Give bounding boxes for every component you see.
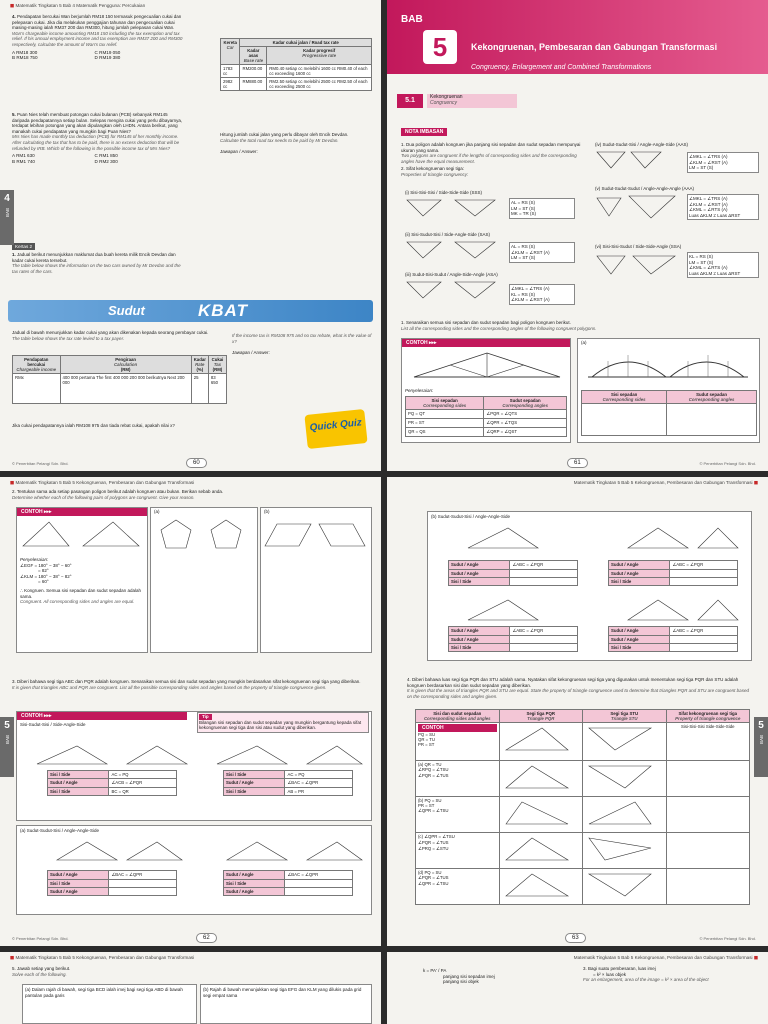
section-number: 5.1 [397,94,423,108]
question-5: 5. Puan Nies telah membuat potongan cukai bulanan (PCB) sebanyak RM145 daripada pendapatannya setiap bulan. Selepas mengira cukai yang perlu dibayarnya, terdapat lebihan potongan yang akan dipulangkan oleh LHDN. Antara berikut, yang manakah cukai pendapatan yang mungkin bagi Puan Nies? Mrs Nies has made monthly tax deduction (PCB) for RM145 of her monthly income. After calculating the tax that has to be paid, there is an excess deduction that will be refunded by IRB. Which of the following is the possible income tax of Mrs Nies? A RM1 630 C RM1 850 B RM1 740 D RM2 300 [12,112,183,164]
area-note: 3. Bagi suatu pembesaran, luas imej = k² × luas objek For an enlargement, area of the image = k² × area of the object [583,966,709,983]
footer: © Penerbitan Pelangi Sdn. Bhd. [12,461,69,466]
question-2: 2. Tentukan sama ada setiap pasangan poligon berikut adalah kongruen atau bukan. Berikan sebab anda. Determine whether each of the following pairs of polygons are congruent. Give your reason. [12,489,224,500]
triangle-pqr-d-figure [502,870,572,900]
contoh-label: CONTOH ▸▸▸ [17,508,147,516]
question-3: 3. Diberi bahawa segi tiga ABC dan PQR adalah kongruen. Senaraikan semua sisi dan sudut sepadan yang mungkin berdasarkan sifat kekongruenan segi tiga yang diberikan. It is given that triangles ABC and PQR are congruent. List all the possible corresponding sides and angles based on the property of triangle congruence given. [12,679,361,690]
page-number: 61 [567,458,588,468]
page-62 [0,477,381,946]
asa-table-right: Sudut / Angle ∠BAC = ∠QPR Sisi / Side Sudut / Angle [223,870,353,896]
sss-equations: AL = RS (S) LM = ST (S) MK = TR (S) [509,198,575,219]
footer: © Penerbitan Pelangi Sdn. Bhd. [12,936,69,941]
contoh-triangles-figure [19,518,147,550]
aas-equations: ∠MKL = ∠TRS (A) ∠KLM = ∠RST (A) LM = ST (S) [687,152,759,173]
parallelograms-figure [261,516,369,556]
contoh-label: CONTOH [418,724,497,732]
triangle-pqr-a-figure [502,762,572,792]
question-4: 4. Diberi bahawa luas segi tiga PQR dan STU adalah sama. Nyatakan sifat kekongruenan segi tiga yang digunakan untuk menentukan segi tiga PQR dan STU adalah kongruen berdasarkan sisi dan sudut sepadan yang diberikan. It is given that the areas of triangles PQR and STU are equal. State the property of triangle congruence used to determine that triangles PQR and STU are congruent based on the corresponding sides and angles given. [407,677,749,699]
triangle-stu-b-figure [585,798,655,828]
page-header: ◼ Matematik Tingkatan 5 Bab 4 Matematik Pengguna: Percukaian [10,3,146,9]
quick-quiz-badge[interactable]: Quick Quiz [304,409,367,449]
kbat-ask: Jika cukai pendapatannya ialah RM108 975 dan tiada rebat cukai, apakah nilai x? [12,423,175,428]
aaa-triangles-figure [595,192,680,220]
sas-triangles-figure [17,742,367,768]
asa-triangles-figure [405,278,515,300]
tip-box: Tip Bilangan sisi sepadan dan sudut sepadan yang mungkin bergantung kepada sifat kekongruenan segi tiga dan sisi atau sudut yang diberikan. [197,712,369,733]
kbat-banner [8,300,373,322]
aas-table-top-right: Sudut / Angle ∠ABC = ∠PQR Sudut / Angle Sisi / Side [608,560,738,586]
page-header: Matematik Tingkatan 5 Bab 5 Kekongruenan, Pembesaran dan Gabungan Transformasi ◼ [573,480,758,486]
page-number: 60 [186,458,207,468]
sas-table-right: Sisi / Side AC = PQ Sudut / Angle ∠BAC = ∠QPR Sisi / Side AB = PR [223,770,353,796]
pentagons-figure [151,516,251,556]
prop-ssa: (vi) Sisi-Sisi-Sudut / Side-Side-Angle (SSA) [595,244,760,279]
page-header: ◼ Matematik Tingkatan 5 Bab 5 Kekongruenan, Pembesaran dan Gabungan Transformasi [10,955,195,961]
kertas-badge: Kertas 2 [12,243,35,250]
aas-triangles-figure [595,148,665,170]
question-2b-box: (b) [260,507,372,653]
asa-equations: ∠MKL = ∠TRS (A) KL = RS (S) ∠KLM = ∠RST (A) [509,284,575,305]
kbat-sudut-label: Sudut [108,303,145,318]
truss-figure [412,349,562,381]
aas-triangles-mid-figure [428,594,748,624]
question-5a: (a) Dalam rajah di bawah, segi tiga BCD ialah imej bagi segi tiga ABD di bawah pantulan pada garis [22,984,197,1024]
prop-aaa: (v) Sudut-Sudut-Sudut / Angle-Angle-Angle (AAA) [595,186,760,221]
page-65 [387,952,768,1024]
question-1a-box: (a) Sisi sepadan Corresponding sides Sudut sepadan Corresponding angles [577,338,760,443]
triangle-stu-c-figure [585,834,655,864]
nota-imbasan-label: NOTA IMBASAN [401,128,447,136]
prop-sas: (ii) Sisi-Sudut-Sisi / Side-Angle-Side (SAS) [405,232,575,261]
ssa-triangles-figure [595,250,680,278]
question-2a-box: (a) [150,507,258,653]
question-4: 4. Pendapatan bercukai Wan berjumlah RM18 150 termasuk pengecualian cukai dan pelepasan cukai. Jika dia melakukan penggajian tahunan dan pengecualian cukai masing-masing ialah RM37 200 dan RM300, hitung jumlah pelepasan cukai Wan. Wan's chargeable income amounting RM18 150 including the tax exemption and tax relief. If his annual employment income and tax exemption are RM37 200 and RM300 respectively, calculate the amount of Wan's tax relief. A RM18 300 C RM19 050 B RM18 750 D RM19 380 [12,14,183,61]
kbat-ask-en: If the income tax is RM108 975 and no tax rebate, what is the value of x? Jawapan / Answer: [232,333,372,356]
congruence-property-table: Sisi dan sudut sepadan Corresponding sides and angles Segi tiga PQR Triangle PQR Segi tiga STU Triangle STU Sifat kekongruenan segi tiga Property of triangle congruence CONTOH PQ = SU QR = TU PR = ST Sisi-Sisi-Sisi Side-Side-Side (a) QR = TU ∠RPQ = ∠TSU ∠PQR = ∠TUS (b) PQ = SU PR = ST ∠QPR = ∠TSU (c) ∠QPR = ∠TSU ∠PQR = ∠TUS ∠PRQ = ∠STU (d) PQ = SU ∠PQR = ∠TUS ∠QPR = ∠TSU [415,709,750,905]
road-tax-table: Kereta Car Kadar cukai jalan / Road tax rate Kadar asas Base rate Kadar progresif Progressive rate 1783 cc RM200.00 RM0.40 setiap cc melebihi 1600 cc RM0.40 of each cc exceeding 1600 cc 2982 cc RM880.00 RM2.50 setiap cc melebihi 2500 cc RM2.50 of each cc exceeding 2500 cc [220,38,372,91]
note-1: 1. Dua poligon adalah kongruen jika panjang sisi sepadan dan sudut sepadan mempunyai ukuran yang sama. Two polygons are congruent if the lengths of corresponding sides and the corresponding angles have the equal measurement. 2. Sifat kekongruenan segi tiga: Properties of triangle congruency: [401,142,581,177]
scale-factor-formula: k = PA' / PA panjang sisi sepadan imej panjang sisi objek [423,968,495,985]
contoh-table: Sisi sepadan Corresponding sides Sudut sepadan Corresponding angles PQ = QT ∠PQR = ∠QTS PR = ST ∠QPR = ∠TQS QR = QS ∠QRP = ∠QST [405,396,567,437]
chapter-tab: 5 BAB [754,717,768,777]
footer: © Penerbitan Pelangi Sdn. Bhd. [699,461,756,466]
asa-table-left: Sudut / Angle ∠BAC = ∠QPR Sisi / Side Sudut / Angle [47,870,177,896]
kbat-tax-table: Pendapatan bercukai Chargeable income Pengiraan Calculation (RM) Kadar Rate (%) Cukai Tax (RM) RMx 400 000 pertama The first 400 000 200 000 berikutnya Next 200 000 25 83 650 [12,355,227,404]
question-1: 1. Jadual berikut menunjukkan maklumat dua buah kereta milik Encik Devdan dan kadar cukai kereta tersebut. The table below shows the information on the two cars owned by Mr Devdan and the tax rates of the cars. [12,252,181,274]
kbat-question: Jadual di bawah menunjukkan kadar cukai yang akan dikenakan kepada seorang pembayar cukai. The table below shows the tax rate levied to a tax payer. [12,330,209,341]
bridge-figure [588,347,748,381]
section-title: Kekongruenan Congruency [427,94,517,108]
chapter-number: 5 [423,30,457,64]
prop-sss: (i) Sisi-Sisi-Sisi / Side-Side-Side (SSS) [405,190,575,219]
page-64 [0,952,381,1024]
ssa-equations: KL = RS (S) LM = ST (S) ∠KML = ∠RTS (A) Luas ΔKLM ≠ Luas ΔRST [687,252,759,278]
footer: © Penerbitan Pelangi Sdn. Bhd. [699,936,756,941]
contoh-sas-box: CONTOH ▸▸▸ Sisi-Sudut-Sisi / Side-Angle-Side Tip Bilangan sisi sepadan dan sudut sepadan yang mungkin bergantung kepada sifat kekongruenan segi tiga dan sisi atau sudut yang diberikan. Sisi / Side AC = PQ Sudut / Angle ∠ACB = ∠PQR Sisi / Side BC = QR Sisi / Side AC = PQ Sudut / Angle ∠BAC = ∠QPR Sisi / Side AB = PR [16,711,372,821]
page-header: ◼ Matematik Tingkatan 5 Bab 5 Kekongruenan, Pembesaran dan Gabungan Transformasi [10,480,195,486]
aaa-equations: ∠MKL = ∠TRS (A) ∠KLM = ∠RST (A) ∠KML = ∠RTS (A) Luas ΔKLM ≠ Luas ΔRST [687,194,759,220]
kbat-label: KBAT [198,301,248,320]
chapter-tab: 5 BAB [0,717,14,777]
aas-table-mid-left: Sudut / Angle ∠ABC = ∠PQR Sudut / Angle Sisi / Side [448,626,578,652]
page-60 [0,0,381,471]
prop-asa: (iii) Sudut-Sisi-Sudut / Angle-Side-Angle (ASA) [405,272,575,301]
asa-triangles-figure [17,836,367,864]
asa-box: (a) Sudut-Sudut-Sisi / Angle-Angle-Side Sudut / Angle ∠BAC = ∠QPR Sisi / Side Sudut / Angle Sudut / Angle ∠BAC = ∠QPR Sisi / Side Sudut / Angle [16,825,372,915]
contoh-label: CONTOH ▸▸▸ [402,339,570,347]
aas-triangles-top-figure [428,522,748,552]
contoh-box: CONTOH ▸▸▸ Penyelesaian: ∠EGF = 180° − 38° − 60° = 82° ∠KLM = 180° − 38° − 82° = 60° ∴ Kongruen. Semua sisi sepadan dan sudut sepadan adalah sama. Congruent. All corresponding sides and angles are equal. [16,507,148,653]
bab-label: BAB [401,14,423,25]
triangle-stu-a-figure [585,762,655,792]
triangle-pqr-b-figure [502,798,572,828]
question-1-list: 1. Senaraikan semua sisi sepadan dan sudut sepadan bagi poligon kongruen berikut. List all the corresponding sides and the corresponding angles of the following congruent polygons. [401,320,597,331]
aas-table-top-left: Sudut / Angle ∠ABC = ∠PQR Sudut / Angle Sisi / Side [448,560,578,586]
aas-section-box: (b) Sudut-Sudut-Sisi / Angle-Angle-Side Sudut / Angle ∠ABC = ∠PQR Sudut / Angle Sisi / Side Sudut / Angle ∠ABC = ∠PQR Sudut / Angle Sisi / Side Sudut / Angle ∠ABC = ∠PQR Sudut / Angle Sisi / Side Sudut / Angle ∠ABC = ∠PQR Sudut / Angle Sisi / Side [427,511,752,661]
page-number: 63 [565,933,586,943]
page-number: 62 [196,933,217,943]
sas-equations: AL = RS (S) ∠KLM = ∠RST (A) LM = ST (S) [509,242,575,263]
road-tax-question: Hitung jumlah cukai jalan yang perlu dibayar oleh Encik Devdan. Calculate the total road tax needs to be paid by Mr Devdan. Jawapan / Answer: [220,132,349,155]
question-5: 5. Jawab setiap yang berikut. Solve each of the following. [12,966,71,977]
chapter-banner [387,0,768,74]
page-63 [387,477,768,946]
triangle-pqr-c-figure [502,834,572,864]
triangle-stu-figure [585,724,655,754]
tip-label: Tip [199,714,212,720]
sas-table-left: Sisi / Side AC = PQ Sudut / Angle ∠ACB = ∠PQR Sisi / Side BC = QR [47,770,177,796]
chapter-title: Kekongruenan, Pembesaran dan Gabungan Transformasi [471,42,718,52]
chapter-title-en: Congruency, Enlargement and Combined Transformations [471,64,652,71]
question-1a-table: Sisi sepadan Corresponding sides Sudut sepadan Corresponding angles [581,390,757,436]
aas-table-mid-right: Sudut / Angle ∠ABC = ∠PQR Sudut / Angle Sisi / Side [608,626,738,652]
triangle-pqr-figure [502,724,572,754]
chapter-tab: 4 BAB [0,190,14,245]
prop-aas: (iv) Sudut-Sudut-Sisi / Angle-Angle-Side (AAS) [595,142,760,171]
page-header: Matematik Tingkatan 5 Bab 5 Kekongruenan, Pembesaran dan Gabungan Transformasi ◼ [573,955,758,961]
sas-triangles-figure [405,238,515,260]
triangle-stu-d-figure [585,870,655,900]
contoh-box: CONTOH ▸▸▸ Penyelesaian: Sisi sepadan Corresponding sides Sudut sepadan Corresponding angles PQ = QT ∠PQR = ∠QTS PR = ST ∠QPR = ∠TQS QR = QS ∠QRP = ∠QST [401,338,571,443]
sss-triangles-figure [405,196,515,218]
contoh-label: CONTOH ▸▸▸ [17,712,187,720]
page-61 [387,0,768,471]
question-5b: (b) Rajah di bawah menunjukkan segi tiga EFG dan KLM yang dilukis pada grid segi empat sama [200,984,372,1024]
